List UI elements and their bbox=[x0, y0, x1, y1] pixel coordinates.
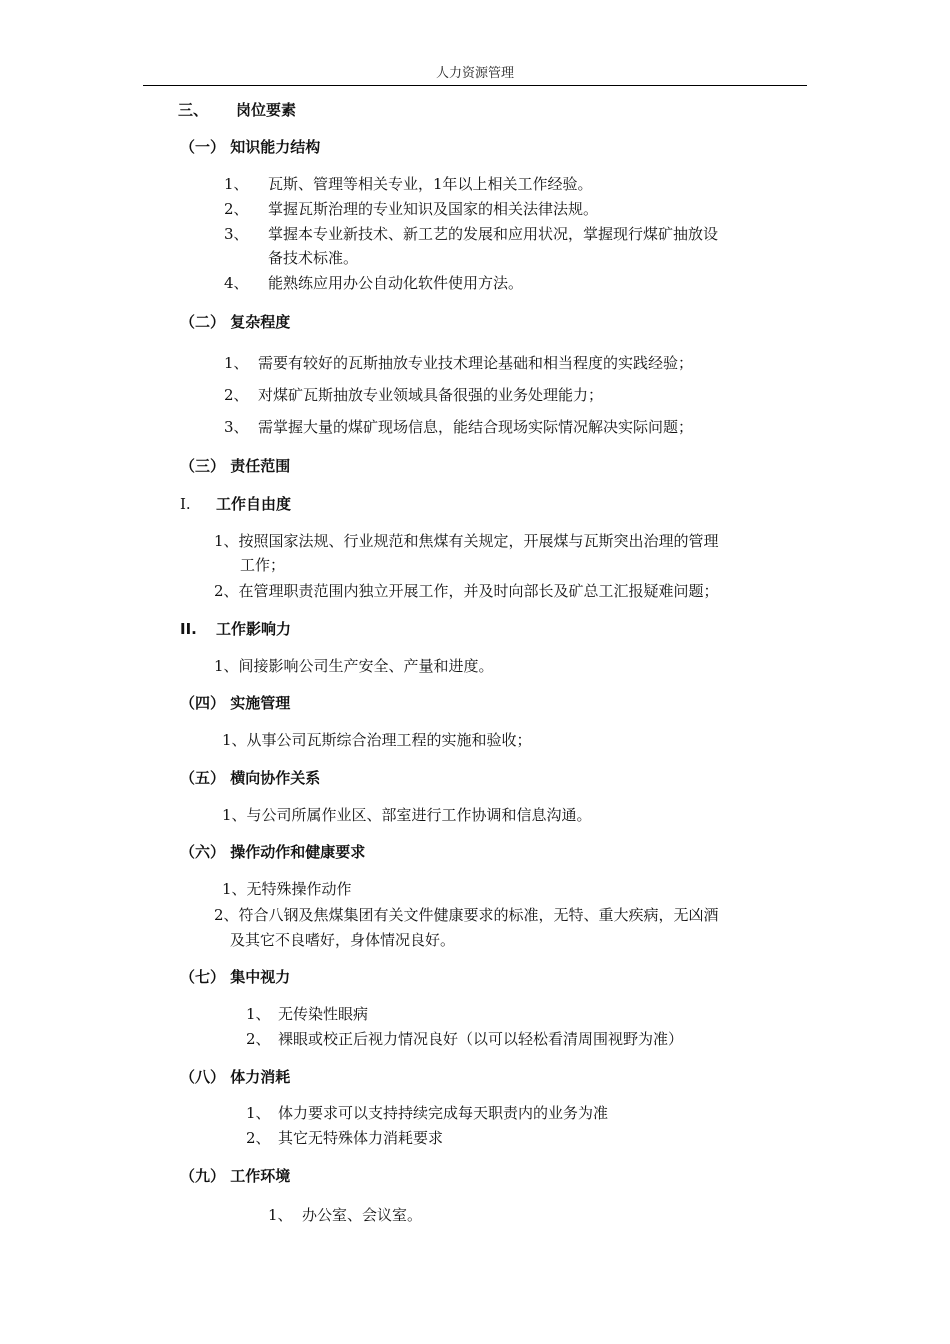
list-item-number: 1、 bbox=[268, 1206, 293, 1224]
subsection-title-freedom: 工作自由度 bbox=[216, 495, 292, 513]
list-item-text: 1、无特殊操作动作 bbox=[222, 880, 352, 898]
list-item-text: 掌握瓦斯治理的专业知识及国家的相关法律法规。 bbox=[268, 200, 599, 218]
heading-health: （六） 操作动作和健康要求 bbox=[180, 843, 366, 861]
heading-implementation: （四） 实施管理 bbox=[180, 694, 291, 712]
list-item-text: 1、按照国家法规、行业规范和焦煤有关规定，开展煤与瓦斯突出治理的管理 bbox=[214, 532, 719, 550]
list-item-text: 1、从事公司瓦斯综合治理工程的实施和验收； bbox=[222, 731, 532, 749]
list-item-number: 1、 bbox=[224, 354, 249, 372]
list-item-text: 2、在管理职责范围内独立开展工作，并及时向部长及矿总工汇报疑难问题； bbox=[214, 582, 719, 600]
subsection-number: I. bbox=[180, 495, 191, 513]
section-number: 三、 bbox=[178, 101, 209, 119]
heading-knowledge: （一） 知识能力结构 bbox=[180, 138, 321, 156]
list-item-text: 其它无特殊体力消耗要求 bbox=[278, 1129, 444, 1147]
list-item-number: 3、 bbox=[224, 418, 249, 436]
list-item-number: 4、 bbox=[224, 274, 249, 292]
list-item-text: 裸眼或校正后视力情况良好（以可以轻松看清周围视野为准） bbox=[278, 1030, 684, 1048]
list-item-number: 1、 bbox=[246, 1104, 271, 1122]
list-item-text: 能熟练应用办公自动化软件使用方法。 bbox=[268, 274, 524, 292]
page-header-title: 人力资源管理 bbox=[435, 66, 514, 81]
list-item-number: 1、 bbox=[224, 175, 249, 193]
list-item-number: 2、 bbox=[224, 386, 249, 404]
heading-vision: （七） 集中视力 bbox=[180, 968, 291, 986]
heading-responsibility: （三） 责任范围 bbox=[180, 457, 291, 475]
list-item-text: 1、与公司所属作业区、部室进行工作协调和信息沟通。 bbox=[222, 806, 592, 824]
list-item-number: 2、 bbox=[246, 1030, 271, 1048]
list-item-continuation: 备技术标准。 bbox=[268, 249, 359, 267]
heading-physical: （八） 体力消耗 bbox=[180, 1068, 291, 1086]
list-item-text: 无传染性眼病 bbox=[278, 1005, 369, 1023]
section-title: 岗位要素 bbox=[236, 101, 297, 119]
list-item-text: 1、间接影响公司生产安全、产量和进度。 bbox=[214, 657, 494, 675]
heading-collaboration: （五） 横向协作关系 bbox=[180, 769, 321, 787]
list-item-number: 2、 bbox=[224, 200, 249, 218]
list-item-text: 掌握本专业新技术、新工艺的发展和应用状况，掌握现行煤矿抽放设 bbox=[268, 225, 719, 243]
subsection-number: II. bbox=[180, 620, 197, 638]
list-item-text: 需要有较好的瓦斯抽放专业技术理论基础和相当程度的实践经验； bbox=[258, 354, 694, 372]
list-item-continuation: 工作； bbox=[240, 556, 286, 574]
heading-complexity: （二） 复杂程度 bbox=[180, 313, 291, 331]
header-rule bbox=[143, 85, 807, 86]
list-item-number: 3、 bbox=[224, 225, 249, 243]
list-item-text: 体力要求可以支持持续完成每天职责内的业务为准 bbox=[278, 1104, 609, 1122]
list-item-text: 瓦斯、管理等相关专业，1年以上相关工作经验。 bbox=[268, 175, 593, 193]
list-item-text: 需掌握大量的煤矿现场信息，能结合现场实际情况解决实际问题； bbox=[258, 418, 694, 436]
list-item-number: 2、 bbox=[246, 1129, 271, 1147]
list-item-text: 对煤矿瓦斯抽放专业领域具备很强的业务处理能力； bbox=[258, 386, 604, 404]
heading-environment: （九） 工作环境 bbox=[180, 1167, 291, 1185]
list-item-continuation: 及其它不良嗜好，身体情况良好。 bbox=[230, 931, 456, 949]
subsection-title-influence: 工作影响力 bbox=[216, 620, 292, 638]
list-item-text: 2、符合八钢及焦煤集团有关文件健康要求的标准，无特、重大疾病，无凶酒 bbox=[214, 906, 719, 924]
list-item-number: 1、 bbox=[246, 1005, 271, 1023]
list-item-text: 办公室、会议室。 bbox=[302, 1206, 423, 1224]
